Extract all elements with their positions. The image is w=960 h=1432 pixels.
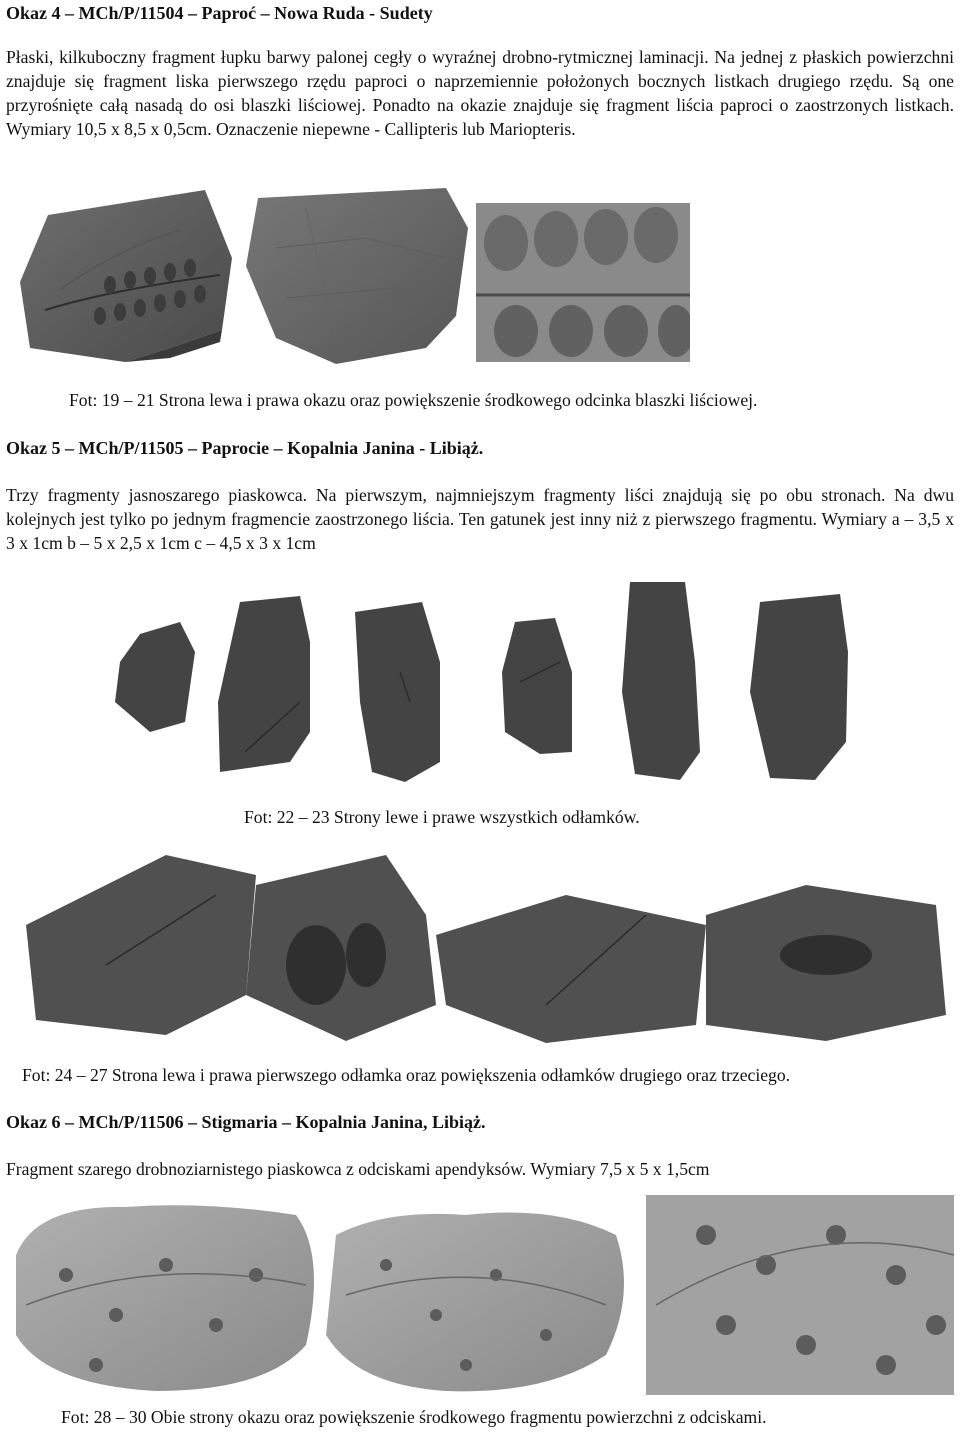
okaz-5-heading: Okaz 5 – MCh/P/11505 – Paprocie – Kopalnia Janina - Libiąż. [6, 438, 484, 458]
photo-caption-28-30: Fot: 28 – 30 Obie strony okazu oraz powiększenie środkowego fragmentu powierzchni z odciskami. [61, 1407, 767, 1427]
photo-19-rock-left-side [20, 190, 232, 362]
okaz-4-description: Płaski, kilkuboczny fragment łupku barwy palonej cegły o wyraźnej drobno-rytmicznej laminacji. Na jednej z płaskich powierzchni znajduje się fragment liska pierwszego rzędu paproci o naprzemiennie położonych bocznych listkach drugiego rzędu. Są one przyrośnięte całą nasadą do osi blaszki liściowej. Ponadto na okazie znajduje się fragment liścia paproci o zaostrzonych listkach. Wymiary 10,5 x 8,5 x 0,5cm. Oznaczenie niepewne - Callipteris lub Mariopteris. [6, 47, 954, 139]
photo-caption-22-23: Fot: 22 – 23 Strony lewe i prawe wszystkich odłamków. [244, 807, 640, 827]
okaz-6-description: Fragment szarego drobnoziarnistego piaskowca z odciskami apendyksów. Wymiary 7,5 x 5 x 1,5cm [6, 1159, 710, 1179]
photo-caption-19-21: Fot: 19 – 21 Strona lewa i prawa okazu oraz powiększenie środkowego odcinka blaszki liściowej. [69, 390, 758, 410]
photo-caption-24-27: Fot: 24 – 27 Strona lewa i prawa pierwszego odłamka oraz powiększenia odłamków drugiego oraz trzeciego. [22, 1065, 791, 1085]
photo-21-leaf-enlargement [476, 203, 690, 362]
photo-28-30-stigmaria [6, 1195, 954, 1395]
photo-20-rock-right-side [246, 188, 468, 364]
okaz-5-description: Trzy fragmenty jasnoszarego piaskowca. Na pierwszym, najmniejszym fragmenty liści znajdują się po obu stronach. Na dwu kolejnych jest tylko po jednym fragmencie zaostrzonego liścia. Ten gatunek jest inny niż z pierwszego fragmentu. Wymiary a – 3,5 x 3 x 1cm b – 5 x 2,5 x 1cm c – 4,5 x 3 x 1cm [6, 485, 954, 553]
okaz-4-heading: Okaz 4 – MCh/P/11504 – Paproć – Nowa Ruda - Sudety [6, 3, 433, 23]
okaz-6-heading: Okaz 6 – MCh/P/11506 – Stigmaria – Kopalnia Janina, Libiąż. [6, 1112, 486, 1132]
photo-22-23-fragments [110, 582, 870, 794]
photo-24-27-fragments [6, 855, 954, 1045]
